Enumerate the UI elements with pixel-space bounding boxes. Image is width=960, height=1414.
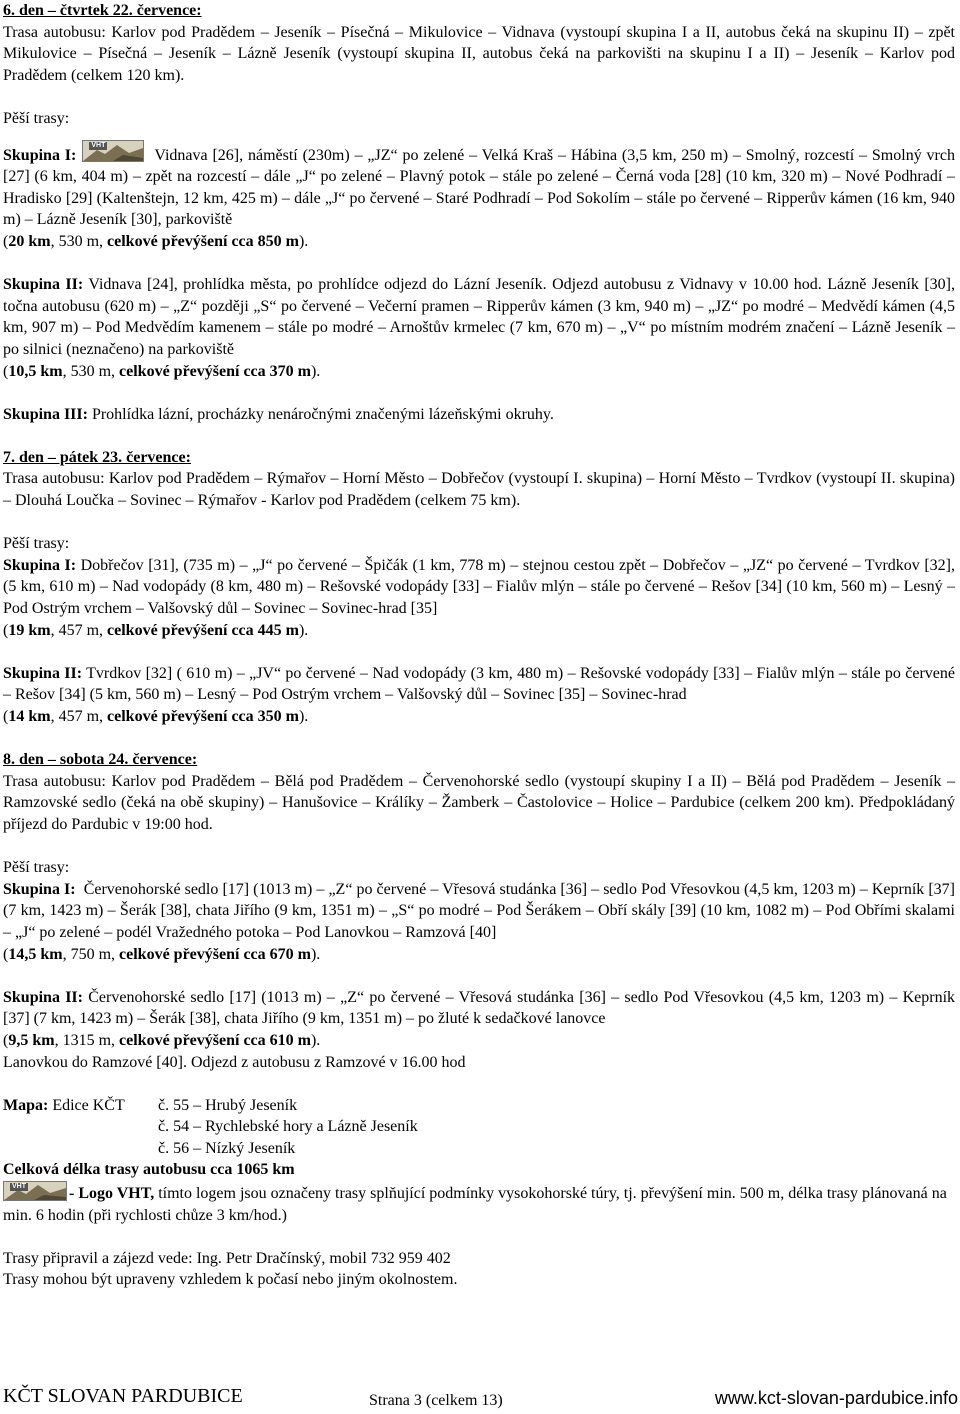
day6-group1: Skupina I: VHT Vidnava [26], náměstí (230m) – „JZ“ po zelené – Velká Kraš – Hábina (3,5 km, 250 m) – Smolný, rozcestí – Smolný vrch [27] (6 km, 404 m) – zpět na rozcestí – dále „J“ po zelené – Plavný potok – stále po zelené – Černá voda [28] (10 km, 320 m) – Nové Podhradí – Hradisko [29] (Kaltenštejn, 12 km, 425 m) – dále „J“ po červené – Staré Podhradí – Pod Sokolím – stále po červené – Ripperův kámen (16 km, 940 m) – Lázně Jeseník [30], parkoviště bbox=[3, 141, 955, 229]
day6-group3: Skupina III: Prohlídka lázní, procházky nenáročnými značenými lázeňskými okruhy. bbox=[3, 405, 554, 423]
day8-heading: 8. den – sobota 24. července: bbox=[3, 751, 198, 769]
day8-bus-route: Trasa autobusu: Karlov pod Pradědem – Bělá pod Pradědem – Červenohorské sedlo (vystoupí skupiny I a II) – Bělá pod Pradědem – Jeseník – Ramzovské sedlo (čeká na obě skupiny) – Hanušovice – Králíky – Žamberk – Častolovice – Holice – Pardubice (celkem 200 km). Předpokládaný příjezd do Pardubic v 19:00 hod. bbox=[3, 772, 955, 833]
map-item: č. 55 – Hrubý Jeseník bbox=[158, 1096, 298, 1114]
map-list: Mapa: Edice KČT č. 55 – Hrubý Jeseník č. 54 – Rychlebské hory a Lázně Jeseník č. 56 – Nízký Jeseník bbox=[3, 1095, 955, 1160]
vht-logo-icon: VHT bbox=[3, 1181, 67, 1201]
day6-hike-label: Pěší trasy: bbox=[3, 109, 70, 127]
day6-group2: Skupina II: Vidnava [24], prohlídka města, po prohlídce odjezd do Lázní Jeseník. Odjezd autobusu z Vidnavy v 10.00 hod. Lázně Jeseník [30], točna autobusu (620 m) – „Z“ později „S“ po červené – Večerní pramen – Ripperův kámen (3 km, 940 m) – „JZ“ po modré – Medvědí kámen (4,5 km, 907 m) – Pod Medvědím kamenem – stále po modré – Arnoštův krmelec (7 km, 670 m) – „V“ po místním modrém značení – Lázně Jeseník – po silnici (neznačeno) na parkoviště bbox=[3, 276, 955, 358]
logo-legend: VHT - Logo VHT, tímto logem jsou označeny trasy splňující podmínky vysokohorské túry, tj. převýšení min. 500 m, délka trasy plánovaná na min. 6 hodin (při rychlosti chůze 3 km/hod.) bbox=[3, 1183, 947, 1224]
map-item: č. 56 – Nízký Jeseník bbox=[158, 1139, 296, 1157]
disclaimer: Trasy mohou být upraveny vzhledem k počasí nebo jiným okolnostem. bbox=[3, 1271, 458, 1289]
footer-page-number: Strana 3 (celkem 13) bbox=[369, 1392, 503, 1409]
footer-club: KČT SLOVAN PARDUBICE bbox=[3, 1385, 243, 1407]
day7-group2-summary: (14 km, 457 m, celkové převýšení cca 350 m). bbox=[3, 708, 309, 725]
day7-group1: Skupina I: Dobřečov [31], (735 m) – „J“ po červené – Špičák (1 km, 778 m) – stejnou cestou zpět – Dobřečov – „JZ“ po červené – Tvrdkov [32], (5 km, 610 m) – Nad vodopády (8 km, 480 m) – Rešovské vodopády [33] – Fialův mlýn – stále po červené – Rešov [34] (10 km, 560 m) – Lesný – Pod Ostrým vrchem – Valšovský důl – Sovinec – Sovinec-hrad [35] bbox=[3, 556, 956, 618]
day8-group2: Skupina II: Červenohorské sedlo [17] (1013 m) – „Z“ po červené – Vřesová studánka [36] – sedlo Pod Vřesovkou (4,5 km, 1203 m) – Keprník [37] (7 km, 1423 m) – Šerák [38], chata Jiřího (9 km, 1351 m) – po žluté k sedačkové lanovce bbox=[3, 988, 956, 1028]
day8-group2-summary: (9,5 km, 1315 m, celkové převýšení cca 610 m). bbox=[3, 1031, 321, 1049]
document-page bbox=[3, 0, 955, 1291]
map-item: č. 54 – Rychlebské hory a Lázně Jeseník bbox=[158, 1118, 418, 1136]
day6-bus-route: Trasa autobusu: Karlov pod Pradědem – Jeseník – Písečná – Mikulovice – Vidnava (vystoupí skupina I a II, autobus čeká na skupinu II) – zpět Mikulovice – Písečná – Jeseník – Lázně Jeseník (vystoupí skupina II, autobus čeká na parkovišti na skupinu I a II) – Jeseník – Karlov pod Pradědem (celkem 120 km). bbox=[3, 23, 955, 84]
day8-lanovka: Lanovkou do Ramzové [40]. Odjezd z autobusu z Ramzové v 16.00 hod bbox=[3, 1053, 466, 1071]
day6-group2-summary: (10,5 km, 530 m, celkové převýšení cca 370 m). bbox=[3, 362, 321, 380]
day6-group1-summary: (20 km, 530 m, celkové převýšení cca 850 m). bbox=[3, 232, 309, 250]
day7-heading: 7. den – pátek 23. července: bbox=[3, 448, 191, 466]
day7-hike-label: Pěší trasy: bbox=[3, 535, 70, 553]
page-footer bbox=[0, 1386, 960, 1414]
day7-group2: Skupina II: Tvrdkov [32] ( 610 m) – „JV“ po červené – Nad vodopády (3 km, 480 m) – Rešovské vodopády [33] – Fialův mlýn – stále po červené – Rešov [34] (5 km, 560 m) – Lesný – Pod Ostrým vrchem – Valšovský důl – Sovinec [35] – Sovinec-hrad bbox=[3, 664, 955, 704]
day8-hike-label: Pěší trasy: bbox=[3, 859, 70, 877]
day7-bus-route: Trasa autobusu: Karlov pod Pradědem – Rýmařov – Horní Město – Dobřečov (vystoupí I. skupina) – Horní Město – Tvrdkov (vystoupí II. skupina) – Dlouhá Loučka – Sovinec – Rýmařov - Karlov pod Pradědem (celkem 75 km). bbox=[3, 470, 955, 510]
day8-group1-summary: (14,5 km, 750 m, celkové převýšení cca 670 m). bbox=[3, 945, 321, 963]
organizer: Trasy připravil a zájezd vede: Ing. Petr Dračínský, mobil 732 959 402 bbox=[3, 1249, 451, 1267]
footer-url[interactable]: www.kct-slovan-pardubice.info bbox=[714, 1388, 958, 1408]
vht-logo-icon: VHT bbox=[82, 140, 144, 162]
day6-heading: 6. den – čtvrtek 22. července: bbox=[3, 2, 202, 19]
total-distance: Celková délka trasy autobusu cca 1065 km bbox=[3, 1161, 295, 1179]
day8-group1: Skupina I: Červenohorské sedlo [17] (1013 m) – „Z“ po červené – Vřesová studánka [36] – sedlo Pod Vřesovkou (4,5 km, 1203 m) – Keprník [37] (7 km, 1423 m) – Šerák [38], chata Jiřího (9 km, 1351 m) – „S“ po modré – Pod Šerákem – Obří skály [39] (10 km, 1082 m) – Pod Obřími skalami – „J“ po zelené – podél Vražedného potoka – Pod Lanovkou – Ramzová [40] bbox=[3, 880, 955, 941]
day7-group1-summary: (19 km, 457 m, celkové převýšení cca 445 m). bbox=[3, 621, 309, 639]
